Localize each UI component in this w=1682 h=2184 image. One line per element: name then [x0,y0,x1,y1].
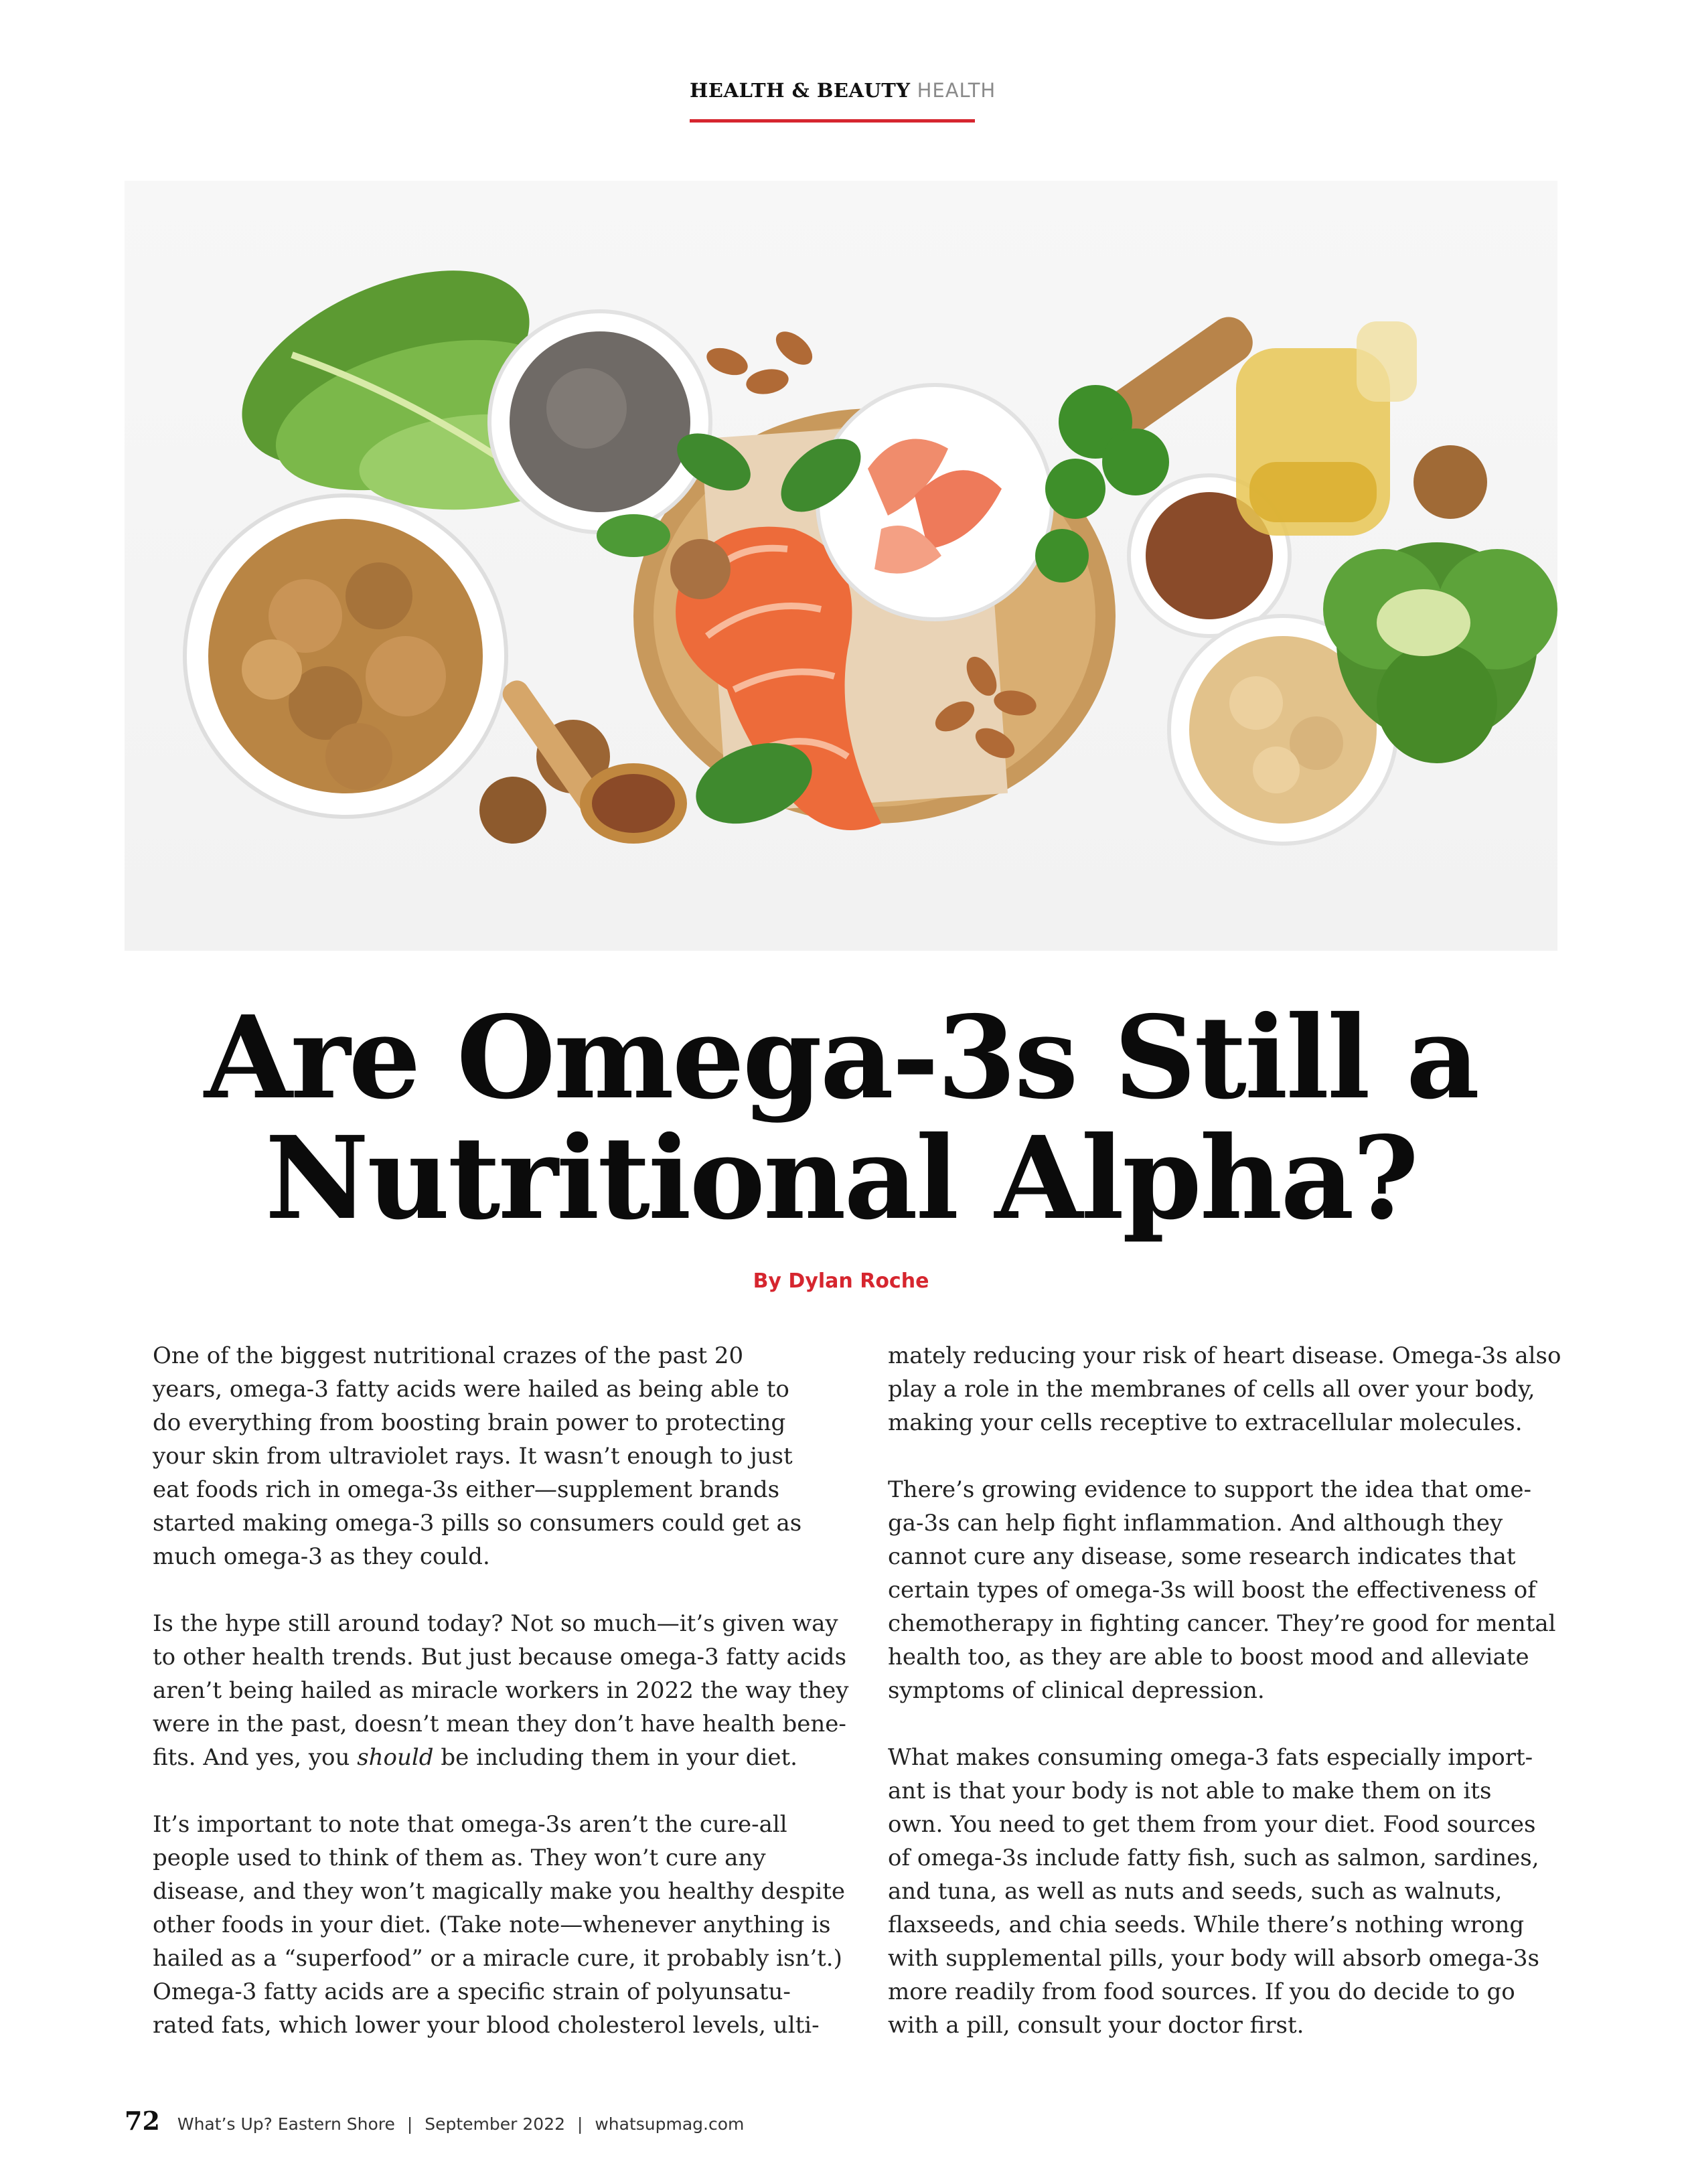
text-line: What makes consuming omega-3 fats especially import- [888,1744,1533,1771]
publication-name: What’s Up? Eastern Shore [177,2114,395,2134]
text-line: people used to think of them as. They won’t cure any [153,1845,766,1871]
page-number: 72 [125,2106,160,2136]
text-segment: fits. And yes, you [153,1744,358,1771]
issue-date: September 2022 [425,2114,566,2134]
text-line: and tuna, as well as nuts and seeds, such as walnuts, [888,1878,1503,1905]
walnut-bowl [185,495,506,817]
text-line: your skin from ultraviolet rays. It wasn’t enough to just [153,1443,793,1470]
text-line: with supplemental pills, your body will absorb omega-3s [888,1945,1539,1972]
text-line: other foods in your diet. (Take note—whenever anything is [153,1912,831,1938]
text-line: Is the hype still around today? Not so much—it’s given way [153,1610,838,1637]
text-line: play a role in the membranes of cells all over your body, [888,1376,1535,1403]
text-line: do everything from boosting brain power to protecting [153,1409,786,1436]
text-line: health too, as they are able to boost mood and alleviate [888,1644,1529,1670]
paragraph [888,1473,1557,1707]
paragraph [888,1339,1561,1439]
text-line: started making omega-3 pills so consumers could get as [153,1510,802,1537]
text-line: aren’t being hailed as miracle workers in 2022 the way they [153,1677,849,1704]
text-line: to other health trends. But just because omega-3 fatty acids [153,1644,847,1670]
text-line: hailed as a “superfood” or a miracle cure, it probably isn’t.) [153,1945,842,1972]
text-line: One of the biggest nutritional crazes of the past 20 [153,1342,744,1369]
article-title-line-2: Nutritional Alpha? [264,1111,1418,1245]
text-line: with a pill, consult your doctor first. [888,2012,1304,2039]
text-line: flaxseeds, and chia seeds. While there’s nothing wrong [888,1912,1525,1938]
text-line: years, omega-3 fatty acids were hailed as being able to [153,1376,789,1403]
body-column-left [153,1339,849,2076]
footer-separator: | [577,2114,583,2134]
page-footer [125,2106,744,2136]
text-line: ant is that your body is not able to make them on its [888,1778,1492,1804]
footer-separator: | [406,2114,413,2134]
body-column-right [888,1339,1561,2076]
section-label: HEALTH & BEAUTY [690,79,911,102]
text-line: much omega-3 as they could. [153,1543,490,1570]
text-line: certain types of omega-3s will boost the effectiveness of [888,1577,1536,1604]
oil-bottle [1236,321,1417,536]
emphasis: should [357,1744,434,1771]
text-line: eat foods rich in omega-3s either—supplement brands [153,1476,780,1503]
text-line: It’s important to note that omega-3s aren’t the cure-all [153,1811,787,1838]
text-line: mately reducing your risk of heart disease. Omega-3s also [888,1342,1561,1369]
text-line: own. You need to get them from your diet. Food sources [888,1811,1536,1838]
chia-seed-bowl [489,311,710,532]
article-title [125,991,1557,1245]
paragraph [153,1607,849,1774]
text-line [153,1741,822,1774]
text-line: were in the past, doesn’t mean they don’t have health bene- [153,1711,846,1737]
paragraph [153,1808,845,2042]
website-link[interactable]: whatsupmag.com [595,2114,745,2134]
text-line: cannot cure any disease, some research indicates that [888,1543,1516,1570]
text-line: rated fats, which lower your blood cholesterol levels, ulti- [153,2012,820,2039]
article-title-line-1: Are Omega-3s Still a [204,991,1478,1125]
text-line: making your cells receptive to extracellular molecules. [888,1409,1523,1436]
section-header [690,79,996,102]
hero-image [125,181,1557,951]
byline: By Dylan Roche [753,1269,929,1293]
text-line: chemotherapy in fighting cancer. They’re good for mental [888,1610,1556,1637]
text-line: Omega-3 fatty acids are a specific strain of polyunsatu- [153,1978,791,2005]
subsection-label: HEALTH [917,79,996,102]
walnut-shell [1413,445,1487,519]
text-segment: be including them in your diet. [433,1744,797,1771]
text-line: symptoms of clinical depression. [888,1677,1265,1704]
paragraph [153,1339,822,1573]
section-divider [690,119,975,123]
paragraph [888,1741,1557,2042]
text-line: of omega-3s include fatty fish, such as salmon, sardines, [888,1845,1539,1871]
text-line: disease, and they won’t magically make you healthy despite [153,1878,845,1905]
text-line: ga-3s can help fight inflammation. And although they [888,1510,1503,1537]
shrimp-bowl [818,385,1052,619]
text-line: There’s growing evidence to support the idea that ome- [888,1476,1531,1503]
omega3-foods-illustration [125,181,1557,951]
text-line: more readily from food sources. If you do decide to go [888,1978,1515,2005]
